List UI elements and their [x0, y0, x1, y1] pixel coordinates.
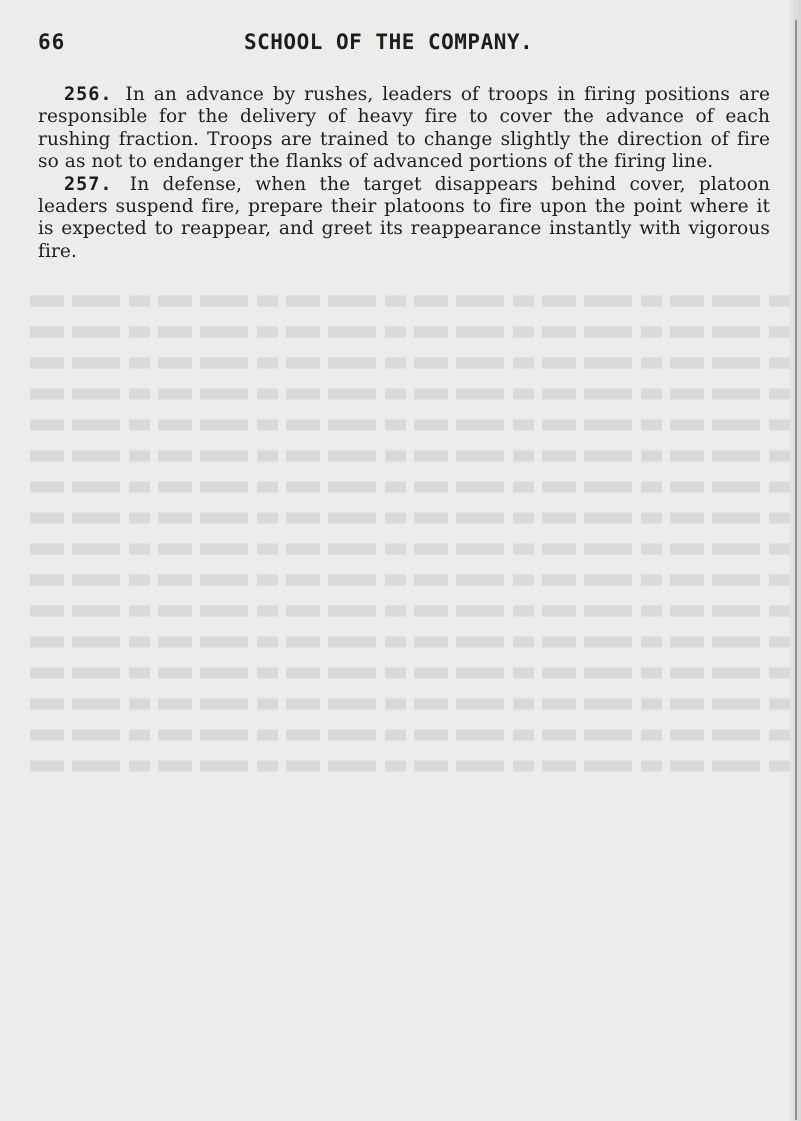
- paragraph-257: [38, 174, 770, 264]
- page-header: [38, 30, 778, 66]
- reverse-page-show-through: [30, 290, 790, 810]
- paragraph-text: In an advance by rushes, leaders of troops in firing positions are responsible for the delivery of heavy fire to cover the advance of each rushing fraction. Troops are trained to change slightly the direction of fire so as not to endanger the flanks of advanced portions of the firing line.: [38, 84, 770, 173]
- running-title: SCHOOL OF THE COMPANY.: [244, 30, 534, 54]
- page-edge: [790, 0, 801, 1121]
- page-body: [38, 84, 770, 263]
- paragraph-text: In defense, when the target disappears behind cover, platoon leaders suspend fire, prepare their platoons to fire upon the point where it is expected to reappear, and greet its reappearance instantly with vigorous fire.: [38, 173, 770, 262]
- page-number: 66: [38, 30, 66, 54]
- paragraph-256: [38, 84, 770, 174]
- paragraph-number: 257.: [64, 173, 113, 195]
- page-edge-line: [795, 20, 797, 1120]
- paragraph-number: 256.: [64, 84, 113, 105]
